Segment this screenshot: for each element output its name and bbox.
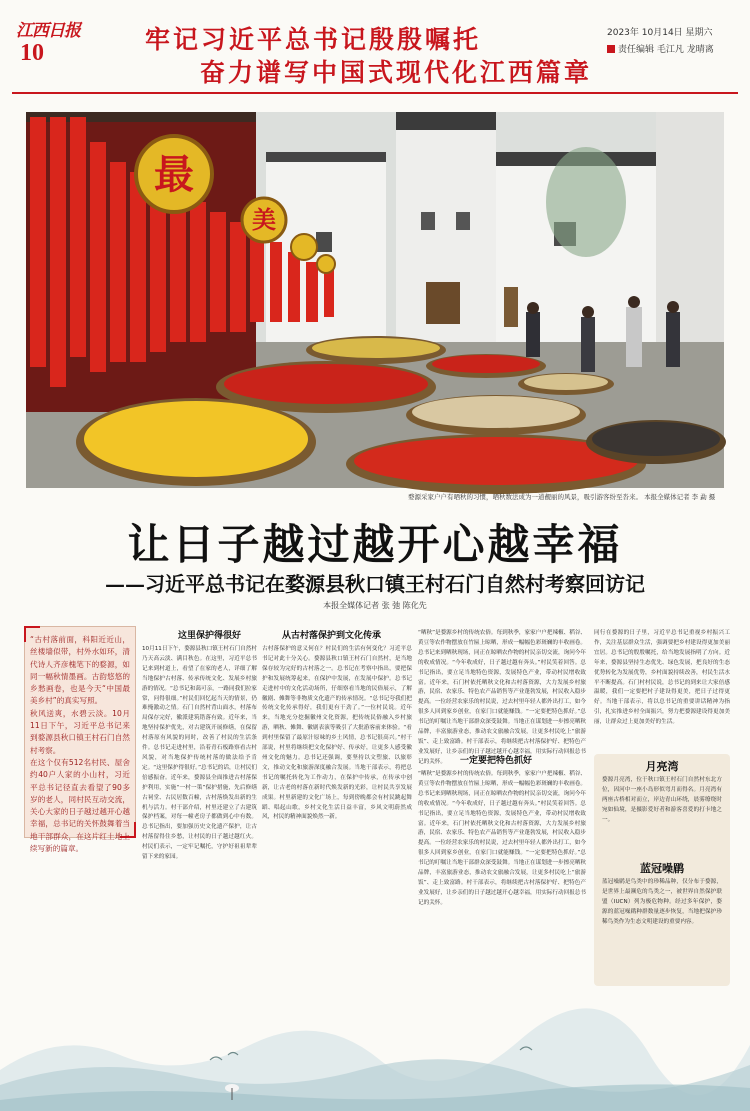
sidebar-title-1: 月亮湾 [645, 760, 679, 773]
issue-date: 2023年 10月14日 星期六 [607, 28, 713, 38]
byline: 本报全媒体记者 张 弛 陈化先 [323, 601, 427, 610]
sidebar-text-2: 蓝冠噪鹛是鸟类中的珍稀品种，仅分布于婺源，是世界上最濒危的鸟类之一，被世界自然保护联盟（IUCN）列为极危物种。经过多年保护，婺源的蓝冠噪鹛种群数量逐步恢复，当地把保护珍稀鸟类作为生态文明建设的重要内容。 [602, 879, 722, 925]
sign-char-1: 最 [154, 152, 194, 198]
section-title-1: 这里保护得很好 [178, 631, 242, 641]
body-column-3a: “晒秋”是婺源乡村的传统农俗。每到秋季，家家户户把辣椒、稻谷、黄豆等农作物摆放在竹匾上晾晒，形成一幅幅色彩斑斓的丰收画卷。总书记来到晒秋现场，同正在晾晒农作物的村民亲切交流，询问今年的收成情况。“今年收成好，日子越过越有奔头。”村民笑着回答。总书记指出，要立足当地特色资源，发展特色产业，带动村民增收致富。近年来，石门村依托晒秋文化和古村落资源，大力发展乡村旅游，民宿、农家乐、特色农产品销售等产业蓬勃发展，村民收入稳步提高。一位经营农家乐的村民说，过去村里年轻人都外出打工，如今很多人回到家乡创业，在家门口就能赚钱。“一定要把特色抓好。”总书记的叮嘱让当地干部群众深受鼓舞。当地正在谋划进一步擦亮晒秋品牌，丰富旅游业态，推动农文旅融合发展，让更多村民吃上“旅游饭”、走上致富路。村干部表示，将继续把古村落保护好、把特色产业发展好，让乡亲们的日子越过越开心越幸福，用实际行动回报总书记的关怀。 [418, 630, 587, 765]
paper-name: 江西日报 [16, 21, 80, 41]
landscape-decoration [0, 1000, 750, 1111]
slogan-line-2: 奋力谱写中国式现代化江西篇章 [200, 58, 593, 87]
section-title-2: 从古村落保护到文化传承 [282, 631, 382, 641]
main-photo [26, 112, 724, 488]
sidebar-title-2: 蓝冠噪鹛 [640, 862, 684, 875]
body-column-3b: “晒秋”是婺源乡村的传统农俗。每到秋季，家家户户把辣椒、稻谷、黄豆等农作物摆放在竹匾上晾晒，形成一幅幅色彩斑斓的丰收画卷。总书记来到晒秋现场，同正在晾晒农作物的村民亲切交流，询问今年的收成情况。“今年收成好，日子越过越有奔头。”村民笑着回答。总书记指出，要立足当地特色资源，发展特色产业，带动村民增收致富。近年来，石门村依托晒秋文化和古村落资源，大力发展乡村旅游，民宿、农家乐、特色农产品销售等产业蓬勃发展，村民收入稳步提高。一位经营农家乐的村民说，过去村里年轻人都外出打工，如今很多人回到家乡创业，在家门口就能赚钱。“一定要把特色抓好。”总书记的叮嘱让当地干部群众深受鼓舞。当地正在谋划进一步擦亮晒秋品牌，丰富旅游业态，推动农文旅融合发展，让更多村民吃上“旅游饭”、走上致富路。村干部表示，将继续把古村落保护好、把特色产业发展好，让乡亲们的日子越过越开心越幸福，用实际行动回报总书记的关怀。 [418, 771, 587, 906]
editor-label: 责任编辑 [618, 45, 655, 55]
photo-caption: 婺源采家户户有晒秋的习惯，晒秋数法成为一道靓丽的风景，吸引游客纷至沓来。 本报全媒体记者 李 勐 摄 [408, 493, 716, 501]
sun-drying-crops-photo [26, 112, 724, 488]
body-column-1: 10月11日下午，婺源县秋口镇王村石门自然村乃天高云淡、满目秋色。在这里，习近平总书记来到村道上，看望了在家的老人，详细了解当地保护古村落、传承传统文化、发展乡村旅游的情况。“总书记和蔼可亲，一路同我们拉家常，问得很细。”村民们回忆起当天的情景，仍难掩激动之情。石门自然村背山面水，村落布局保存完好，徽派建筑错落有致。近年来，当地坚持保护优先，对古建筑开展修缮，在保留村落原有风貌的同时，改善了村民的生活条件。总书记走进村里，沿着青石板路察看古村风貌，对当地保护传统村落的做法给予肯定。“这里保护得很好。”总书记的话，让村民们倍感振奋。近年来，婺源县全面推进古村落保护利用，实施“一村一策”保护措施，先后修缮古祠堂、古民居数百幢，古村落焕发出新的生机与活力。村干部介绍，村里还建立了古建筑保护档案，对每一幢老房子都做到心中有数。总书记指出，要加强历史文化遗产保护，让古村落留得住乡愁，让村民的日子越过越红火。村民们表示，一定牢记嘱托，守护好祖祖辈辈留下来的家园。 [142, 646, 257, 861]
lead-paragraph: “古村落前面，科阳近近山，丝楼墙似带，村外水如环，清代诗人齐彦槐笔下的婺源，如同一幅秋情墨画。古韵悠悠的乡愁画卷，也是今天“中国最美乡村”的真实写照。 秋风送爽，水碧云淡。10月11日下午，习近平总书记来到婺源县秋口镇王村石门自然村考察。 在这个仅有512名村民、屋舍约40户人家的小山村，习近平总书记径直去看望了90多岁的老人，同村民互动交流，关心大家的日子越过越开心越幸福，总书记的关怀鼓舞着当地干部群众，在这片红土地上续写新的篇章。 [30, 635, 130, 854]
sign-char-2: 美 [252, 206, 276, 234]
page-number: 10 [20, 40, 44, 66]
section-title-3: 一定要把特色抓好 [460, 756, 533, 766]
headline: 让日子越过越开心越幸福 [127, 520, 623, 569]
body-column-2: 古村落保护的意义何在？村民们的生活有何变化？习近平总书记对此十分关心。婺源县秋口镇王村石门自然村，是当地保存较为完好的古村落之一。总书记在考察中指出，要把保护和发展统筹起来，在保护中发展，在发展中保护。总书记走进村中的文化活动场所，仔细察看当地的民俗展示，了解徽剧、傩舞等非物质文化遗产的传承情况。“总书记夸我们把传统文化传承得好，我们更有干劲了。”一位村民说。近年来，当地充分挖掘徽州文化资源，把传统民俗融入乡村旅游，晒秋、傩舞、徽剧表演等吸引了大批游客前来体验。“看到村里保留了最原汁原味的乡土风情，总书记很高兴。”村干部说，村里将继续把文化保护好、传承好，让更多人感受徽州文化的魅力。总书记还强调，要坚持以文塑旅、以旅彰文，推动文化和旅游深度融合发展。当地干部表示，将把总书记的嘱托转化为工作动力，在保护中传承，在传承中创新，让古老的村落在新时代焕发新的光彩，让村民共享发展成果。村里新建的文化广场上，每到傍晚都会有村民跳起舞蹈、唱起山歌，乡村文化生活日益丰富，乡风文明蔚然成风，村民的精神面貌焕然一新。 [262, 646, 412, 821]
editor-names: 毛江凡 龙晴离 [656, 45, 714, 55]
body-column-4: 同行在婺源的日子里，习近平总书记重视乡村振兴工作，关注基层群众生活，强调要把乡村建设得更加美丽宜居。总书记的殷殷嘱托，给当地发展指明了方向。近年来，婺源县坚持生态优先、绿色发展，把良好的生态优势转化为发展优势，乡村面貌持续改善，村民生活水平不断提高。石门村村民说，总书记的到来让大家倍感温暖，我们一定要把村子建设得更美，把日子过得更好。当地干部表示，将以总书记的重要讲话精神为指引，扎实推进乡村全面振兴，努力把婺源建设得更加美丽，让群众过上更加美好的生活。 [594, 630, 730, 726]
editor-tag-icon [607, 45, 615, 53]
sidebar-text-1: 婺源月亮湾，位于秋口镇王村石门自然村东北方位，因河中一座小岛形似弯月而得名。月亮湾有两座古桥相对而立，岸边青山环绕，晨雾缭绕时宛如仙境，是摄影爱好者和游客喜爱的打卡地之一。 [602, 777, 722, 823]
slogan-line-1: 牢记习近平总书记殷殷嘱托 [145, 25, 482, 54]
header-divider [12, 92, 738, 94]
subheadline: ——习近平总书记在婺源县秋口镇王村石门自然村考察回访记 [105, 572, 645, 596]
editor-line [607, 42, 714, 55]
